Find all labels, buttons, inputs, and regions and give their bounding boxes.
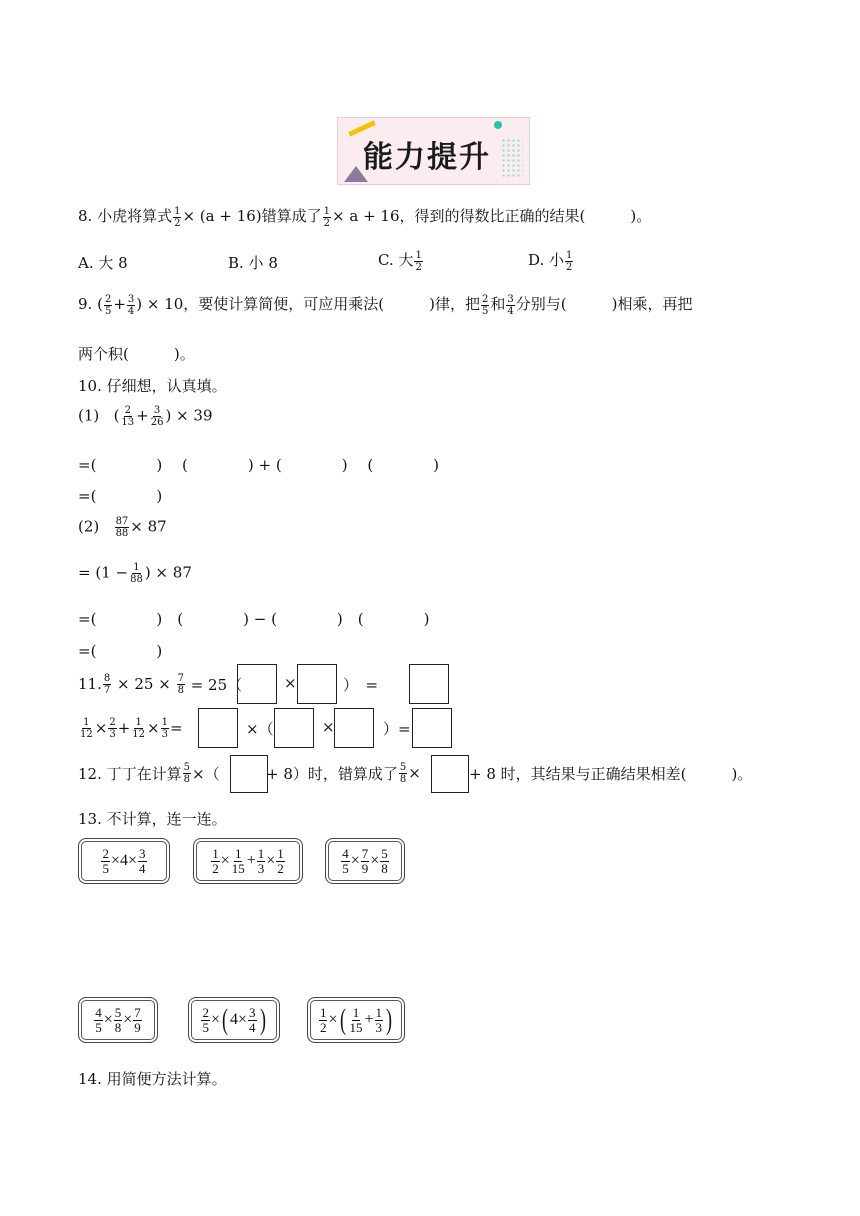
fraction: $\frac{2}{5}$ [102, 845, 109, 876]
q11-text: ）= [383, 720, 411, 738]
fraction: $\frac{5}{8}$ [183, 761, 190, 785]
question-12: 12. 丁丁在计算 $\frac{5}{8}$ ×（ [78, 761, 220, 785]
fraction: $\frac{1}{15}$ [349, 1004, 363, 1035]
fraction: $\frac{1}{12}$ [132, 716, 145, 740]
q8-option-c[interactable] [378, 249, 424, 273]
q11-text: ） = [343, 676, 379, 694]
matching-card-bottom-3[interactable]: $\frac{1}{2}$ × ( $\frac{1}{15}$ + $\frac{1}{3}$ ) [307, 997, 405, 1043]
q9-text: 9. ( [78, 295, 103, 313]
fraction: $\frac{5}{8}$ [114, 1004, 122, 1035]
fraction: $\frac{7}{9}$ [361, 845, 369, 876]
fraction: $\frac{5}{8}$ [381, 845, 388, 876]
fraction: $\frac{3}{4}$ [139, 845, 146, 876]
q9-text: + [113, 295, 126, 313]
fraction: $\frac{4}{5}$ [342, 845, 349, 876]
q9-text: 和 [490, 295, 506, 313]
answer-box[interactable] [230, 755, 268, 793]
fraction: $\frac{1}{3}$ [257, 845, 265, 876]
fraction: $\frac{3}{4}$ [249, 1004, 256, 1035]
answer-box[interactable] [431, 755, 469, 793]
q11-text: ×（ [246, 720, 274, 738]
answer-box[interactable] [334, 708, 374, 748]
times-sign: × [322, 718, 335, 736]
q8-text: 8. 小虎将算式 [78, 207, 173, 225]
question-12-cont: + 8）时，错算成了 $\frac{5}{8}$ × [266, 761, 421, 785]
fraction: $\frac{1}{2}$ [415, 249, 422, 273]
fraction: $\frac{1}{2}$ [277, 845, 284, 876]
part-label: (2) [78, 517, 100, 536]
q10-title: 10. 仔细想，认真填。 [78, 377, 227, 395]
answer-box[interactable] [274, 708, 314, 748]
q8-option-d[interactable] [528, 249, 574, 273]
q10-part1-line3: =( ) [78, 487, 163, 505]
fraction: $\frac{1}{2}$ [174, 205, 181, 229]
fraction: $\frac{1}{3}$ [161, 716, 168, 740]
q9-text: ) × 10，要使计算简便，可应用乘法( )律，把 [136, 295, 481, 313]
q10-part2-line3: =( ) ( ) − ( ) ( ) [78, 610, 430, 628]
q10-part2-line4: =( ) [78, 642, 163, 660]
fraction: $\frac{5}{8}$ [399, 761, 407, 785]
fraction: $\frac{2}{5}$ [202, 1004, 209, 1035]
fraction: $\frac{1}{2}$ [566, 249, 573, 273]
matching-card-top-1[interactable]: $\frac{2}{5}$ × 4 × $\frac{3}{4}$ [78, 838, 170, 884]
question-8 [78, 205, 651, 229]
q9-line-2: 两个积( )。 [78, 345, 195, 363]
question-11-line2: $\frac{1}{12}$ × $\frac{2}{3}$ + $\frac{1}{12}$ × $\frac{1}{3}$ = [80, 716, 183, 740]
answer-box[interactable] [409, 664, 449, 704]
answer-box[interactable] [237, 664, 277, 704]
answer-box[interactable] [297, 664, 337, 704]
matching-card-top-3[interactable]: $\frac{4}{5}$ × $\frac{7}{9}$ × $\frac{5}{8}$ [325, 838, 405, 884]
fraction: $\frac{1}{12}$ [80, 716, 93, 740]
banner-title: 能力提升 [363, 140, 491, 175]
matching-card-bottom-1[interactable]: $\frac{4}{5}$ × $\frac{5}{8}$ × $\frac{7}{9}$ [78, 997, 158, 1043]
q10-part2-expression: (2) $\frac{87}{88}$ × 87 [78, 516, 167, 539]
q10-part2-line2: = (1 − $\frac{1}{88}$ ) × 87 [78, 562, 192, 585]
section-banner [337, 117, 530, 185]
fraction: $\frac{7}{8}$ [177, 672, 184, 696]
option-label: D. 小 [528, 251, 565, 269]
fraction: $\frac{2}{5}$ [104, 293, 112, 317]
q14-title: 14. 用简便方法计算。 [78, 1070, 227, 1088]
q8-text: × (a + 16)错算成了 [182, 207, 322, 225]
answer-box[interactable] [412, 708, 452, 748]
fraction: $\frac{1}{88}$ [130, 562, 143, 585]
q9-text: 分别与( )相乘，再把 [515, 295, 693, 313]
fraction: $\frac{3}{4}$ [507, 293, 514, 317]
fraction: $\frac{3}{4}$ [127, 293, 135, 317]
q10-part1-expression: (1) ( $\frac{2}{13}$ + $\frac{3}{26}$ ) × 39 [78, 405, 213, 428]
q8-option-b[interactable]: B. 小 8 [228, 254, 278, 272]
question-12-end: + 8 时，其结果与正确结果相差( )。 [469, 764, 753, 783]
fraction: $\frac{1}{2}$ [212, 845, 219, 876]
fraction: $\frac{3}{26}$ [150, 405, 164, 428]
decor-dot-grid [501, 138, 523, 178]
q8-option-a[interactable]: A. 大 8 [78, 254, 128, 272]
option-label: C. 大 [378, 251, 414, 269]
fraction: $\frac{1}{2}$ [319, 1004, 327, 1035]
part-label: (1) [78, 406, 100, 425]
fraction: $\frac{87}{88}$ [115, 516, 129, 539]
fraction: $\frac{2}{13}$ [121, 405, 135, 428]
fraction: $\frac{8}{7}$ [103, 672, 111, 696]
answer-box[interactable] [198, 708, 238, 748]
q8-text: × a + 16，得到的得数比正确的结果( )。 [332, 207, 652, 225]
question-9 [78, 293, 693, 317]
fraction: $\frac{1}{2}$ [323, 205, 331, 229]
times-sign: × [284, 674, 297, 692]
fraction: $\frac{7}{9}$ [134, 1004, 141, 1035]
fraction: $\frac{1}{3}$ [375, 1004, 383, 1035]
fraction: $\frac{1}{15}$ [231, 845, 245, 876]
fraction: $\frac{2}{3}$ [109, 716, 116, 740]
matching-card-top-2[interactable]: $\frac{1}{2}$ × $\frac{1}{15}$ + $\frac{1}{3}$ × $\frac{1}{2}$ [193, 838, 303, 884]
decor-dot [494, 121, 502, 129]
fraction: $\frac{4}{5}$ [95, 1004, 102, 1035]
question-11-line1: 11. $\frac{8}{7}$ × 25 × $\frac{7}{8}$ = 25（ [78, 672, 243, 696]
q10-part1-line2: =( ) ( ) + ( ) ( ) [78, 456, 440, 474]
matching-card-bottom-2[interactable]: $\frac{2}{5}$ × ( 4 × $\frac{3}{4}$ ) [188, 997, 280, 1043]
q13-title: 13. 不计算，连一连。 [78, 810, 227, 828]
fraction: $\frac{2}{5}$ [482, 293, 489, 317]
